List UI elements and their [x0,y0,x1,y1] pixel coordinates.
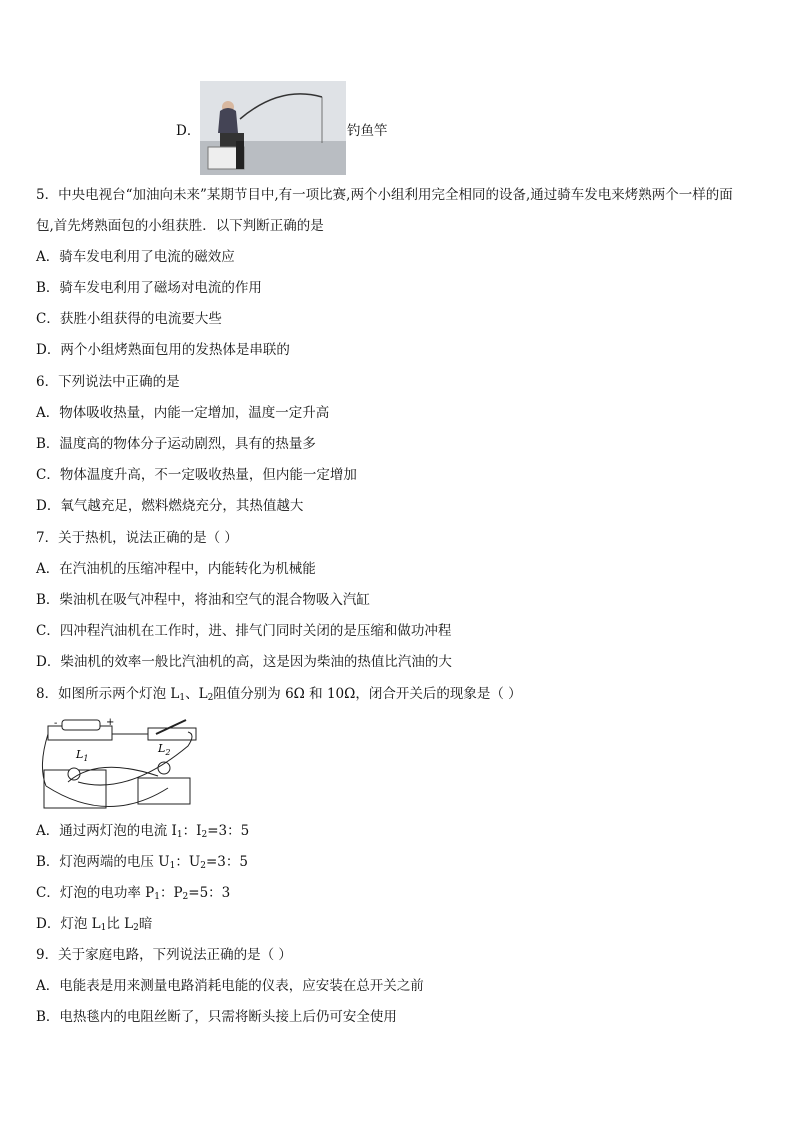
q7-stem: 7．关于热机，说法正确的是（ ） [36,530,238,546]
q5-option-a: A．骑车发电利用了电流的磁效应 [36,249,235,265]
battery-minus-label: - [54,718,58,729]
q5-stem-line1: 5．中央电视台“加油向未来”某期节目中,有一项比赛,两个小组利用完全相同的设备,通过骑车发电来烤熟两个一样的面 [36,187,733,203]
q9-stem: 9．关于家庭电路，下列说法正确的是（ ） [36,947,292,963]
battery-plus-label: + [106,717,115,728]
q7-option-c: C．四冲程汽油机在工作时，进、排气门同时关闭的是压缩和做功冲程 [36,623,452,639]
q6-option-d: D．氧气越充足，燃料燃烧充分，其热值越大 [36,498,304,514]
q8-stem: 8．如图所示两个灯泡 $L_1$、$L_2$阻值分别为 6Ω 和 10Ω，闭合开关后的现象是（ ） [36,686,522,703]
circuit-diagram [38,716,198,812]
q5-option-d: D．两个小组烤熟面包用的发热体是串联的 [36,342,290,358]
q8-option-a: A．通过两灯泡的电流 $I_1$：$I_2=3$：5 [36,823,250,840]
q8-option-c: C．灯泡的电功率 $P_1$：$P_2=5$：3 [36,885,231,902]
q4-option-d-label: D． [176,123,201,139]
fishing-rod-photo [200,81,346,175]
lamp-l2-label: $L_2$ [158,742,171,757]
q6-option-c: C．物体温度升高，不一定吸收热量，但内能一定增加 [36,467,357,483]
q7-option-b: B．柴油机在吸气冲程中，将油和空气的混合物吸入汽缸 [36,592,370,608]
q6-option-a: A．物体吸收热量，内能一定增加，温度一定升高 [36,405,330,421]
q9-option-b: B．电热毯内的电阻丝断了，只需将断头接上后仍可安全使用 [36,1009,397,1025]
q8-option-d: D．灯泡 $L_1$比 $L_2$暗 [36,916,153,933]
lamp-l1-label: $L_1$ [76,748,89,763]
q5-option-b: B．骑车发电利用了磁场对电流的作用 [36,280,262,296]
q4-option-d-caption: 钓鱼竿 [347,123,388,139]
q8-option-b: B．灯泡两端的电压 $U_1$：$U_2=3$：5 [36,854,248,871]
q9-option-a: A．电能表是用来测量电路消耗电能的仪表，应安装在总开关之前 [36,978,424,994]
q7-option-a: A．在汽油机的压缩冲程中，内能转化为机械能 [36,561,316,577]
q5-stem-line2: 包,首先烤熟面包的小组获胜．以下判断正确的是 [36,218,324,234]
q6-option-b: B．温度高的物体分子运动剧烈，具有的热量多 [36,436,316,452]
q7-option-d: D．柴油机的效率一般比汽油机的高，这是因为柴油的热值比汽油的大 [36,654,452,670]
q6-stem: 6．下列说法中正确的是 [36,374,180,390]
q5-option-c: C．获胜小组获得的电流要大些 [36,311,222,327]
